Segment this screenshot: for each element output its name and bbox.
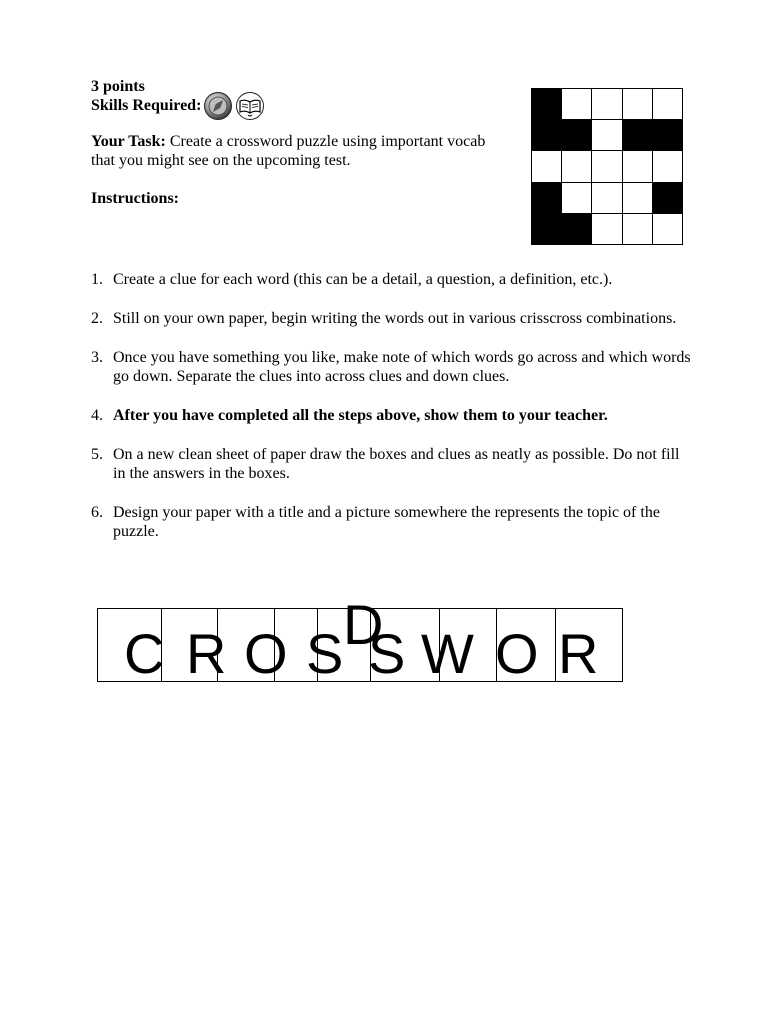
banner-letter: W [421, 622, 474, 685]
grid-cell-black [652, 120, 682, 151]
step-number: 3. [91, 349, 103, 366]
task-text: Create a crossword puzzle using important vocab that you might see on the upcoming test. [91, 133, 486, 169]
skills-required-row [91, 94, 511, 118]
banner-letter: D [343, 593, 384, 656]
grid-cell-white [592, 182, 622, 213]
grid-cell-white [592, 120, 622, 151]
banner-letter: S [306, 622, 344, 685]
step-item [91, 445, 691, 483]
grid-cell-white [652, 213, 682, 244]
step-item [91, 309, 691, 328]
grid-row [532, 182, 683, 213]
step-item [91, 348, 691, 386]
grid-row [532, 213, 683, 244]
banner-letter: S [368, 622, 406, 685]
grid-row [532, 89, 683, 120]
banner-divider [555, 609, 556, 682]
grid-cell-white [562, 182, 592, 213]
skills-required-label: Skills Required: [91, 97, 202, 114]
grid-cell-black [562, 213, 592, 244]
grid-cell-black [532, 182, 562, 213]
step-text: Still on your own paper, begin writing the words out in various crisscross combinations. [113, 310, 677, 327]
grid-cell-white [592, 151, 622, 182]
grid-cell-white [622, 89, 652, 120]
banner-letter: O [244, 622, 288, 685]
banner-letter: R [186, 622, 227, 685]
grid-cell-black [532, 89, 562, 120]
step-text: Design your paper with a title and a picture somewhere the represents the topic of the puzzle. [113, 504, 660, 540]
instructions-heading: Instructions: [91, 190, 180, 207]
grid-cell-black [562, 120, 592, 151]
step-number: 1. [91, 271, 103, 288]
crossword-grid [531, 88, 683, 245]
grid-cell-white [532, 151, 562, 182]
task-paragraph [91, 132, 511, 170]
step-text: Create a clue for each word (this can be a detail, a question, a definition, etc.). [113, 271, 613, 288]
banner-letter: R [558, 622, 599, 685]
grid-cell-black [532, 213, 562, 244]
step-number: 6. [91, 504, 103, 521]
open-book-icon [235, 91, 265, 121]
step-item [91, 503, 691, 541]
grid-cell-white [622, 213, 652, 244]
grid-cell-white [652, 151, 682, 182]
step-item [91, 406, 691, 425]
step-item [91, 270, 691, 289]
header-block [91, 78, 511, 208]
step-number: 4. [91, 407, 103, 424]
grid-cell-white [622, 151, 652, 182]
crossword-title-banner [97, 593, 623, 685]
step-text: After you have completed all the steps above, show them to your teacher. [113, 407, 608, 424]
grid-cell-white [592, 89, 622, 120]
grid-cell-white [562, 151, 592, 182]
grid-row [532, 120, 683, 151]
grid-cell-black [622, 120, 652, 151]
grid-cell-white [652, 89, 682, 120]
grid-cell-white [622, 182, 652, 213]
grid-cell-white [592, 213, 622, 244]
task-lead: Your Task: [91, 133, 166, 150]
instruction-steps [91, 270, 691, 561]
step-number: 5. [91, 446, 103, 463]
grid-cell-black [532, 120, 562, 151]
compass-icon [203, 91, 233, 121]
banner-letter: C [124, 622, 165, 685]
grid-cell-black [652, 182, 682, 213]
step-number: 2. [91, 310, 103, 327]
grid-cell-white [562, 89, 592, 120]
step-text: On a new clean sheet of paper draw the boxes and clues as neatly as possible. Do not fill in the answers in the boxes. [113, 446, 680, 482]
points-label: 3 points [91, 78, 145, 95]
step-text: Once you have something you like, make note of which words go across and which words go down. Separate the clues into across clues and down clues. [113, 349, 691, 385]
banner-letter: O [495, 622, 539, 685]
grid-row [532, 151, 683, 182]
